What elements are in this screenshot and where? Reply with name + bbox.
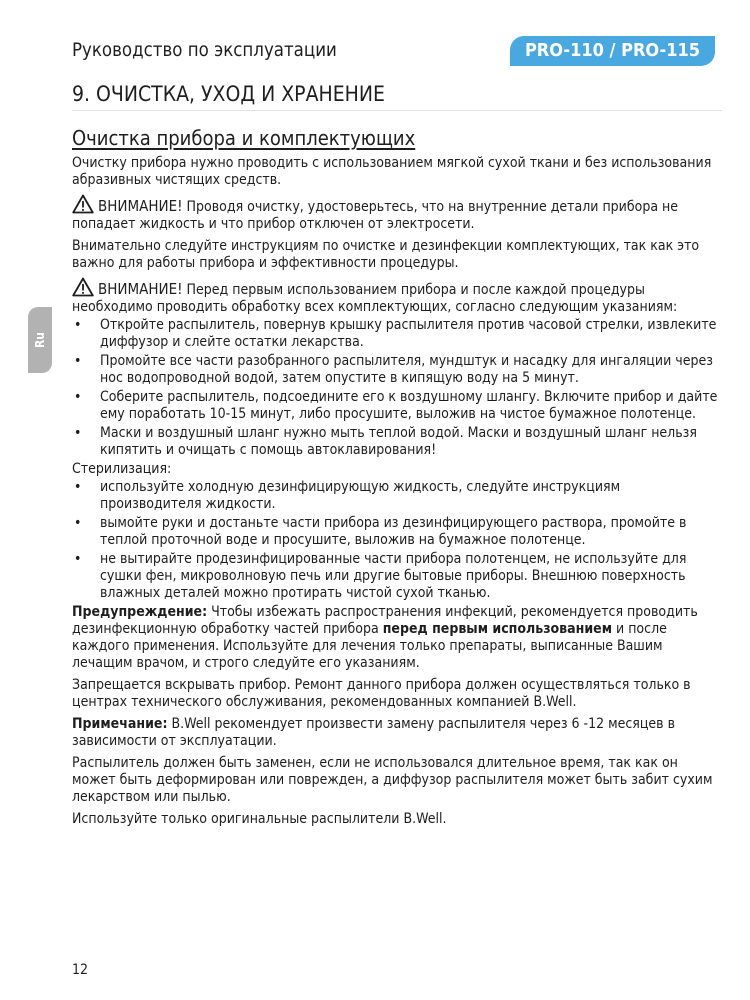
sterilization-label: Стерилизация: (72, 461, 172, 477)
model-badge: PRO-110 / PRO-115 (510, 36, 715, 66)
warning-text: Проводя очистку, удостоверьтесь, что на внутренние детали прибора не попадает жидкость и что прибор отключен от электросети. (72, 199, 679, 232)
warning-paragraph (72, 194, 722, 233)
page-header (72, 36, 715, 66)
list-item: • используйте холодную дезинфицирующую жидкость, следуйте инструкциям производителя жидкости. (72, 479, 722, 513)
warning-paragraph (72, 277, 722, 316)
caution-label: Предупреждение: (72, 604, 208, 620)
warning-label: ВНИМАНИЕ! (98, 280, 183, 298)
list-item: • Откройте распылитель, повернув крышку распылителя против часовой стрелки, извлеките диффузор и слейте остатки лекарства. (72, 317, 722, 351)
caution-bold-text: перед первым использованием (382, 621, 613, 637)
caution-paragraph (72, 604, 722, 672)
caution-text-a: Чтобы избежать распространения инфекций, рекомендуется проводить дезинфекционную обработку частей прибора (72, 604, 698, 637)
page-content (72, 82, 722, 833)
warning-text: Перед первым использованием прибора и после каждой процедуры необходимо проводить обработку всех комплектующих, согласно следующим указаниям: (72, 282, 678, 315)
cleaning-steps-list (72, 317, 722, 459)
warning-label: ВНИМАНИЕ! (98, 197, 183, 215)
paragraph-repair: Запрещается вскрывать прибор. Ремонт данного прибора должен осуществляться только в центрах технического обслуживания, рекомендованных компанией B.Well. (72, 677, 691, 710)
section-title: 9. ОЧИСТКА, УХОД И ХРАНЕНИЕ (72, 82, 722, 111)
note-text: B.Well рекомендует произвести замену распылителя через 6 -12 месяцев в зависимости от эксплуатации. (72, 716, 676, 749)
warning-triangle-icon (72, 194, 94, 214)
list-item: • Соберите распылитель, подсоедините его к воздушному шлангу. Включите прибор и дайте ему поработать 10-15 минут, либо просушите, выложив на чистое бумажное полотенце. (72, 389, 722, 423)
list-item: • вымойте руки и достаньте части прибора из дезинфицирующего раствора, промойте в теплой проточной воде и просушите, выложив на бумажное полотенце. (72, 515, 722, 549)
sterilization-list (72, 479, 722, 602)
list-item: • не вытирайте продезинфицированные части прибора полотенцем, не используйте для сушки фен, микроволновую печь или другие бытовые приборы. Внешнюю поверхность влажных деталей можно протирать чистой сухой тканью. (72, 551, 722, 602)
paragraph-instructions: Внимательно следуйте инструкциям по очистке и дезинфекции комплектующих, так как это важно для работы прибора и эффективности процедуры. (72, 238, 700, 271)
warning-triangle-icon (72, 277, 94, 297)
page-number: 12 (72, 962, 89, 978)
caution-text-b: и после каждого применения. Используйте для лечения только препараты, выписанные Вашим лечащим врачом, и строго следуйте его указаниям. (72, 621, 667, 671)
list-item: • Промойте все части разобранного распылителя, мундштук и насадку для ингаляции через нос водопроводной водой, затем опустите в кипящую воду на 5 минут. (72, 353, 722, 387)
paragraph-original-parts: Используйте только оригинальные распылители B.Well. (72, 811, 447, 827)
language-label: Ru (33, 331, 47, 349)
paragraph-cleaning: Очистку прибора нужно проводить с использованием мягкой сухой ткани и без использования абразивных чистящих средств. (72, 155, 712, 188)
document-title: Руководство по эксплуатации (72, 40, 337, 61)
note-paragraph (72, 716, 722, 750)
paragraph-replacement: Распылитель должен быть заменен, если не использовался длительное время, так как он может быть деформирован или поврежден, а диффузор распылителя может быть забит сухим лекарством или пылью. (72, 755, 713, 805)
list-item: • Маски и воздушный шланг нужно мыть теплой водой. Маски и воздушный шланг нельзя кипятить и очищать с помощь автоклавирования! (72, 425, 722, 459)
language-tab (28, 307, 52, 373)
subsection-title: Очистка прибора и комплектующих (72, 126, 416, 150)
note-label: Примечание: (72, 716, 168, 732)
